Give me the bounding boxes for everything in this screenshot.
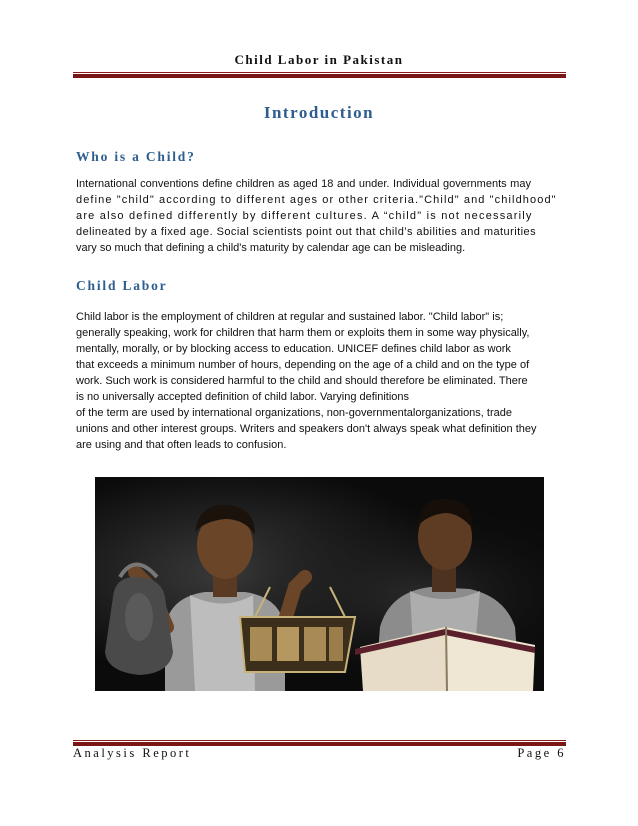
page-title: Introduction xyxy=(263,103,375,122)
section-paragraph-who-is-a-child xyxy=(76,176,568,256)
paragraph-line: are also defined differently by different cultures. A “child" is not necessarily xyxy=(76,210,533,222)
running-header-title: Child Labor in Pakistan xyxy=(234,52,404,67)
paragraph-line: International conventions define children as aged 18 and under. Individual governments may xyxy=(76,178,531,190)
footer-rule-thin xyxy=(73,740,566,741)
header-rule-thin xyxy=(73,72,566,73)
paragraph-line: Child labor is the employment of children at regular and sustained labor. "Child labor" is; xyxy=(76,311,504,323)
section-heading-child-labor: Child Labor xyxy=(76,278,168,293)
paragraph-line: is no universally accepted definition of child labor. Varying definitions xyxy=(76,391,410,403)
paragraph-line: of the term are used by international organizations, non-governmentalorganizations, trade xyxy=(76,407,512,419)
paragraph-line: unions and other interest groups. Writers and speakers don't always speak what definition they xyxy=(76,423,537,435)
photo-illustration xyxy=(95,477,544,691)
header-rule-thick xyxy=(73,74,566,78)
footer-report-name: Analysis Report xyxy=(73,746,192,760)
section-paragraph-child-labor xyxy=(76,309,568,453)
paragraph-line: delineated by a fixed age. Social scientists point out that child’s abilities and maturities xyxy=(76,226,537,238)
paragraph-line: work. Such work is considered harmful to the child and should therefore be eliminated. There xyxy=(76,375,528,387)
paragraph-line: define "child" according to different ages or other criteria."Child" and "childhood" xyxy=(76,194,557,206)
footer-page-number: Page 6 xyxy=(517,746,566,760)
paragraph-line: mentally, morally, or by blocking access to education. UNICEF defines child labor as work xyxy=(76,343,511,355)
paragraph-line: are using and that often leads to confusion. xyxy=(76,439,287,451)
paragraph-line: vary so much that defining a child's maturity by calendar age can be misleading. xyxy=(76,242,466,254)
paragraph-line: that exceeds a minimum number of hours, depending on the age of a child and on the type of xyxy=(76,359,530,371)
paragraph-line: generally speaking, work for children that harm them or exploits them in some way physically, xyxy=(76,327,530,339)
child-labor-photo xyxy=(95,477,544,691)
section-heading-who-is-a-child: Who is a Child? xyxy=(76,149,196,164)
